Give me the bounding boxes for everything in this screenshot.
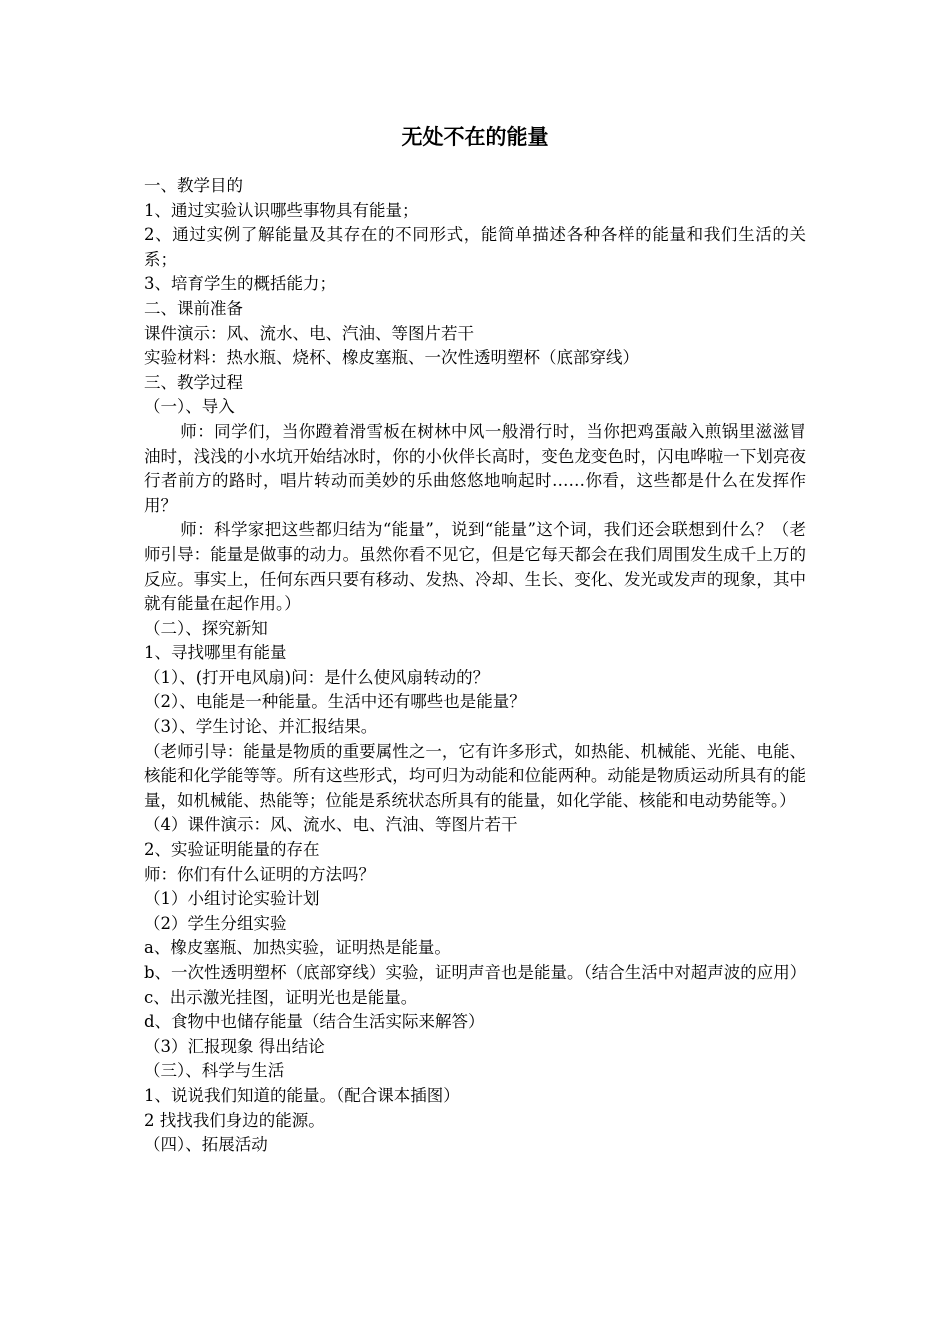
paragraph: 一、教学目的	[144, 176, 243, 195]
paragraph: 2、通过实例了解能量及其存在的不同形式，能简单描述各种各样的能量和我们生活的关系；	[144, 225, 806, 269]
paragraph: 1、说说我们知道的能量。（配合课本插图）	[144, 1085, 460, 1105]
paragraph: （3）汇报现象 得出结论	[144, 1036, 325, 1056]
paragraph: b、一次性透明塑杯（底部穿线）实验，证明声音也是能量。（结合生活中对超声波的应用）	[144, 963, 807, 982]
paragraph: （3）、学生讨论、并汇报结果。	[144, 717, 378, 737]
paragraph: （三）、科学与生活	[144, 1061, 285, 1081]
paragraph: （2）、电能是一种能量。生活中还有哪些也是能量？	[144, 692, 526, 712]
paragraph: 2 找找我们身边的能源。	[144, 1110, 325, 1130]
paragraph: 2、实验证明能量的存在	[144, 840, 320, 860]
paragraph: 师：同学们，当你蹬着滑雪板在树林中风一般滑行时，当你把鸡蛋敲入煎锅里滋滋冒油时，浅浅的小水坑开始结冰时，你的小伙伴长高时，变色龙变色时，闪电哗啦一下划亮夜行者前方的路时，唱片转动而美妙的乐曲悠悠地响起时……你看，这些都是什么在发挥作用？	[144, 421, 806, 515]
paragraph: （1）小组讨论实验计划	[144, 889, 320, 909]
paragraph: a、橡皮塞瓶、加热实验，证明热是能量。	[144, 938, 451, 958]
paragraph: 课件演示：风、流水、电、汽油、等图片若干	[144, 323, 474, 343]
paragraph: c、出示激光挂图，证明光也是能量。	[144, 987, 418, 1007]
paragraph: （一）、导入	[144, 397, 235, 417]
paragraph: 师：科学家把这些都归结为“能量”，说到“能量”这个词，我们还会联想到什么？（老师引导：能量是做事的动力。虽然你看不见它，但是它每天都会在我们周围发生成千上万的反应。事实上，任何东西只要有移动、发热、冷却、生长、变化、发光或发声的现象，其中就有能量在起作用。）	[144, 520, 806, 614]
paragraph: 3、培育学生的概括能力；	[144, 274, 336, 294]
paragraph: （老师引导：能量是物质的重要属性之一，它有许多形式，如热能、机械能、光能、电能、核能和化学能等等。所有这些形式，均可归为动能和位能两种。动能是物质运动所具有的能量，如机械能、热能等；位能是系统状态所具有的能量，如化学能、核能和电动势能等。）	[144, 741, 806, 810]
paragraph: 师：你们有什么证明的方法吗？	[144, 864, 375, 884]
paragraph: d、食物中也储存能量（结合生活实际来解答）	[144, 1012, 485, 1032]
paragraph: 二、课前准备	[144, 298, 243, 318]
paragraph: （4）课件演示：风、流水、电、汽油、等图片若干	[144, 815, 518, 835]
paragraph: 1、通过实验认识哪些事物具有能量；	[144, 200, 419, 220]
paragraph: （二）、探究新知	[144, 618, 268, 638]
paragraph: （1）、(打开电风扇)问：是什么使风扇转动的？	[144, 667, 490, 687]
document-body	[144, 174, 806, 1158]
paragraph: （2）学生分组实验	[144, 913, 287, 933]
paragraph: 三、教学过程	[144, 372, 243, 392]
paragraph: 1、寻找哪里有能量	[144, 643, 287, 663]
paragraph: （四）、拓展活动	[144, 1135, 268, 1155]
document-title: 无处不在的能量	[401, 125, 549, 149]
paragraph: 实验材料：热水瓶、烧杯、橡皮塞瓶、一次性透明塑杯（底部穿线）	[144, 348, 639, 368]
